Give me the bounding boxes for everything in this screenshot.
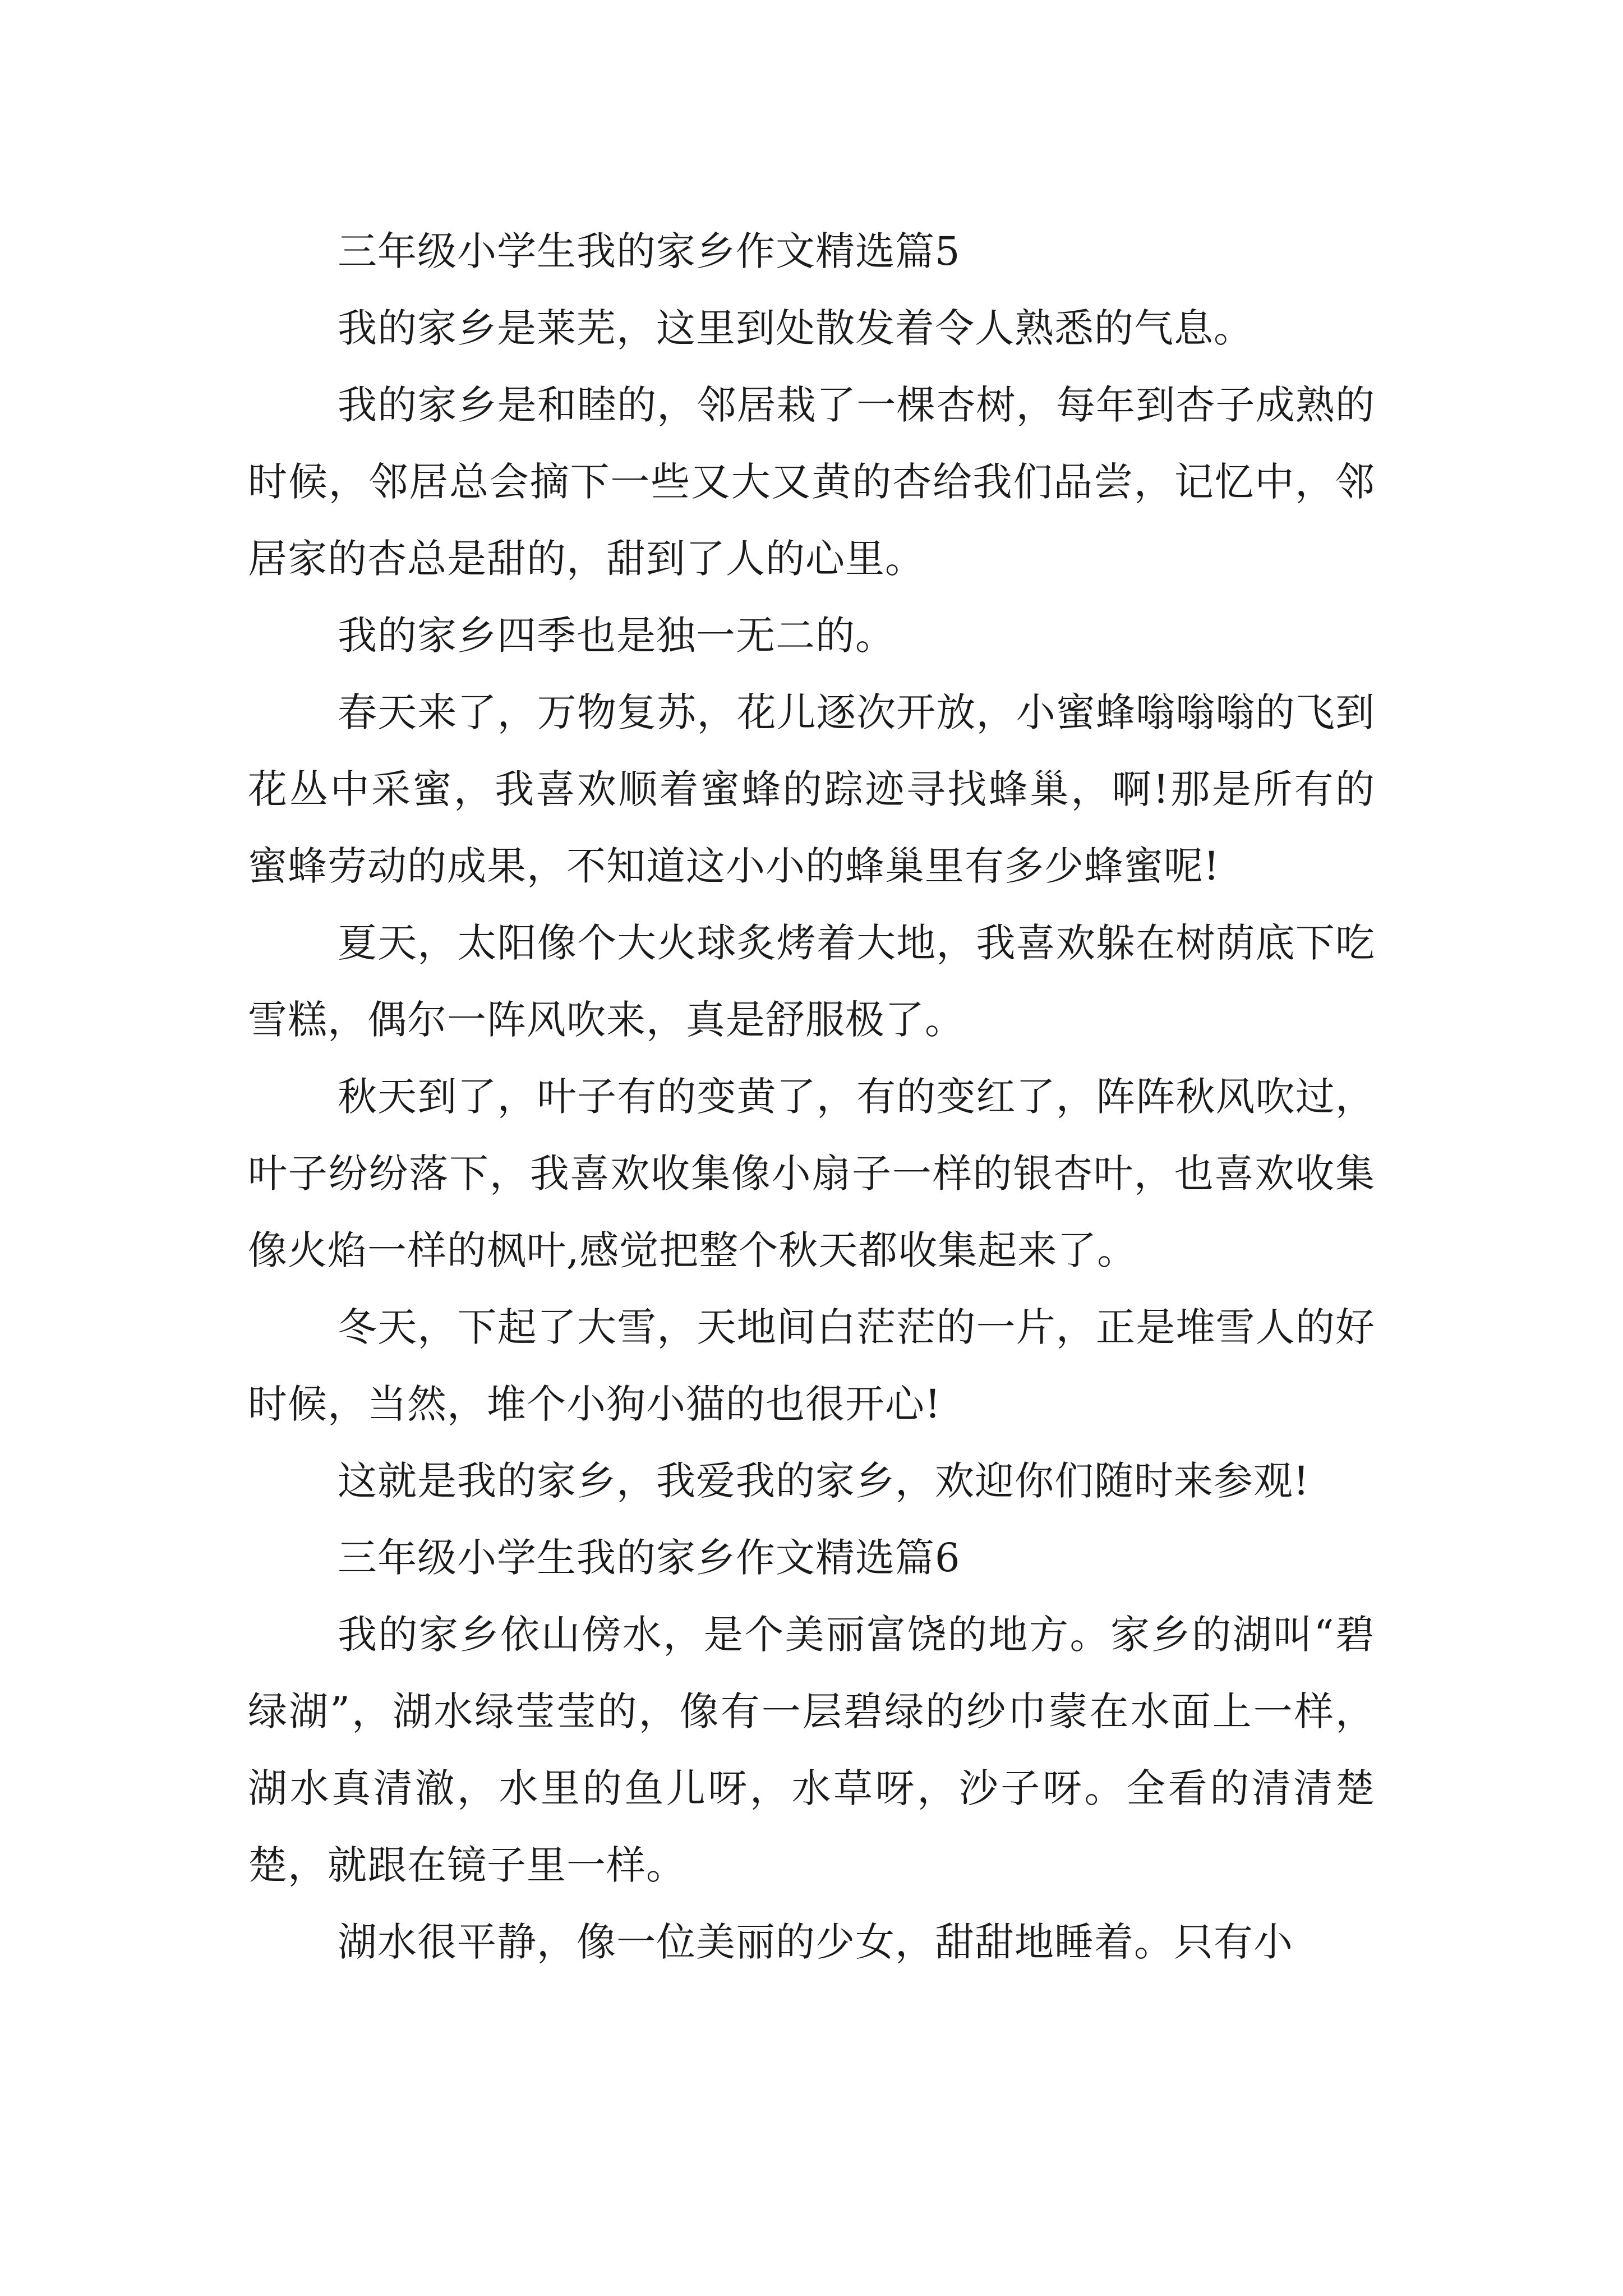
paragraph: 我的家乡依山傍水，是个美丽富饶的地方。家乡的湖叫“碧绿湖”，湖水绿莹莹的，像有一层碧绿的纱巾蒙在水面上一样，湖水真清澈，水里的鱼儿呀，水草呀，沙子呀。全看的清清楚楚，就跟在镜子里一样。 [248,1612,1375,1888]
document-body [248,213,1375,1981]
essay-title-6: 三年级小学生我的家乡作文精选篇6 [338,1535,961,1581]
paragraph: 我的家乡是莱芜，这里到处散发着令人熟悉的气息。 [338,305,1253,351]
paragraph: 春天来了，万物复苏，花儿逐次开放，小蜜蜂嗡嗡嗡的飞到花丛中采蜜，我喜欢顺着蜜蜂的踪迹寻找蜂巢，啊!那是所有的蜜蜂劳动的成果，不知道这小小的蜂巢里有多少蜂蜜呢! [248,689,1375,889]
paragraph: 冬天，下起了大雪，天地间白茫茫的一片，正是堆雪人的好时候，当然，堆个小狗小猫的也很开心! [248,1304,1375,1427]
paragraph: 这就是我的家乡，我爱我的家乡，欢迎你们随时来参观! [338,1458,1310,1504]
paragraph: 秋天到了，叶子有的变黄了，有的变红了，阵阵秋风吹过，叶子纷纷落下，我喜欢收集像小扇子一样的银杏叶，也喜欢收集像火焰一样的枫叶,感觉把整个秋天都收集起来了。 [248,1074,1375,1273]
paragraph: 我的家乡四季也是独一无二的。 [338,613,895,659]
essay-title-5: 三年级小学生我的家乡作文精选篇5 [338,228,961,274]
paragraph: 夏天，太阳像个大火球炙烤着大地，我喜欢躲在树荫底下吃雪糕，偶尔一阵风吹来，真是舒服极了。 [248,920,1375,1043]
paragraph: 湖水很平静，像一位美丽的少女，甜甜地睡着。只有小 [338,1919,1293,1965]
paragraph: 我的家乡是和睦的，邻居栽了一棵杏树，每年到杏子成熟的时候，邻居总会摘下一些又大又黄的杏给我们品尝，记忆中，邻居家的杏总是甜的，甜到了人的心里。 [248,382,1375,582]
